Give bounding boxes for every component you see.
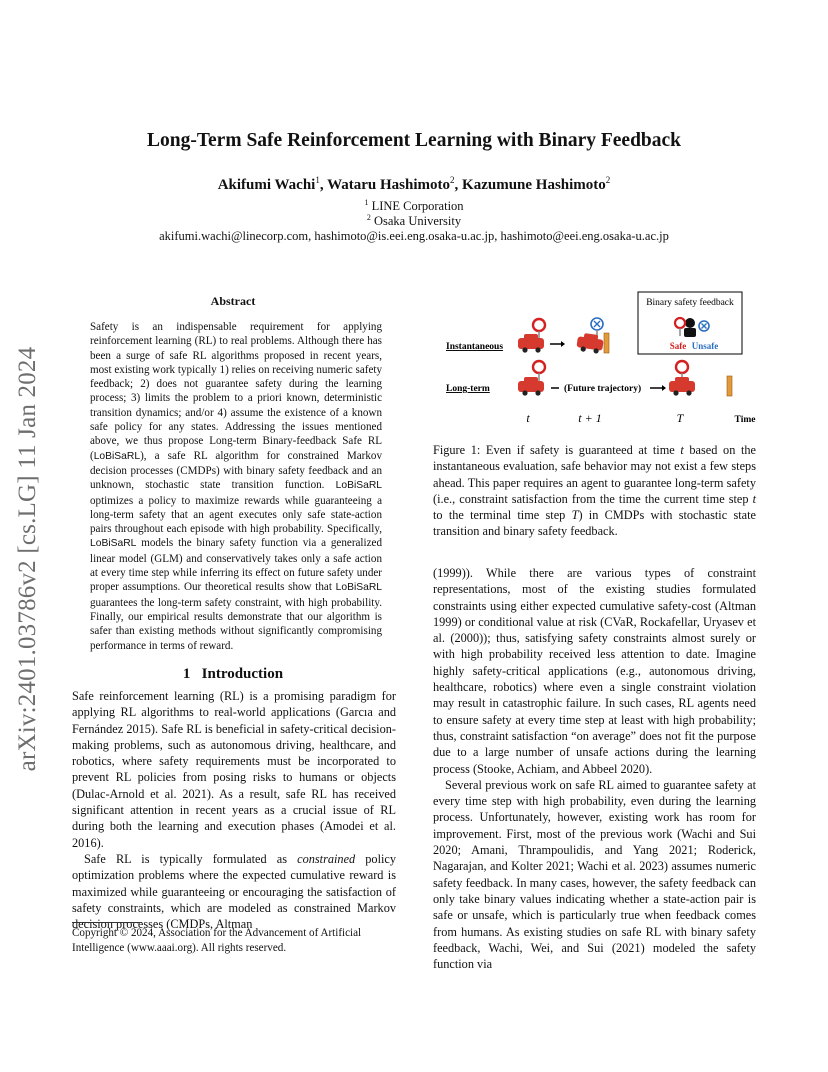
- author-name: Akifumi Wachi: [217, 177, 316, 193]
- figure-caption: Figure 1: Even if safety is guaranteed at time t based on the instantaneous evaluation, safe behavior may not exist a few steps ahead. This paper requires an agent to guarantee long-term safety (i.e., constraint satisfaction from the time the current time step t to the terminal time step T) in CMDPs with stochastic state transition and binary safety feedback.: [433, 443, 756, 539]
- intro-right-column: [433, 565, 756, 972]
- figure-1: [440, 290, 756, 430]
- barrier-icon: [604, 333, 609, 353]
- time-label-t-plus-1: t + 1: [578, 411, 602, 425]
- human-feedback-icon: [675, 318, 709, 337]
- algorithm-name: LoBiSaRL: [335, 582, 382, 594]
- car-icon: [518, 334, 544, 353]
- intro-left-column: [72, 688, 396, 932]
- arrow-right-icon: [650, 385, 666, 391]
- legend-safe-label: Safe: [669, 341, 687, 351]
- algorithm-name: LoBiSaRL: [90, 538, 137, 550]
- author-list: Akifumi Wachi$^1$, Wataru Hashimoto$^2$, Kazumune Hashimoto$^2$: [217, 175, 611, 193]
- author-affil-mark: 1: [315, 175, 320, 185]
- arxiv-identifier: [10, 312, 46, 812]
- affiliation-1: $^1$ LINE Corporation: [364, 198, 464, 214]
- time-axis-label: Time: [734, 415, 756, 425]
- paper-title: Long-Term Safe Reinforcement Learning with Binary Feedback: [146, 130, 682, 151]
- author-affil-mark: 2: [605, 175, 611, 185]
- algorithm-name: LoBiSaRL: [93, 450, 141, 462]
- copyright-footnote: Copyright © 2024, Association for the Advancement of Artificial Intelligence (www.aaai.org). All rights reserved.: [72, 927, 362, 954]
- time-label-T: T: [676, 411, 684, 425]
- footnote-rule: [72, 922, 142, 923]
- author-name: Wataru Hashimoto: [327, 177, 451, 193]
- abstract-body: Safety is an indispensable requirement for applying reinforcement learning (RL) to real problems. Although there has been a surge of safe RL algorithms proposed in recent years, most existing work typically 1) relies on receiving numeric safety feedback; 2) does not guarantee safety during the learning process; 3) limits the problem to a priori known, deterministic transition dynamics; and/or 4) assume the existence of a known safe policy for any states. Addressing the issues mentioned above, we thus propose Long-term Binary-feedback Safe RL (LoBiSaRL), a safe RL algorithm for constrained Markov decision processes (CMDPs) with binary safety feedback and an unknown, stochastic state transition function. LoBiSaRL optimizes a policy to maximize rewards while guaranteeing a long-term safety that an agent executes only safe state-action pairs throughout each episode with high probability. Specifically, LoBiSaRL models the binary safety function via a generalized linear model (GLM) and conservatively takes only a safe action at every time step while inferring its effect on future safety under proper assumptions. Our theoretical results show that LoBiSaRL guarantees the long-term safety constraint, with high probability. Finally, our empirical results demonstrate that our algorithm is safer than existing methods without significantly compromising performance in terms of reward.: [90, 321, 382, 652]
- barrier-icon: [727, 376, 732, 396]
- car-icon: [669, 377, 695, 396]
- future-trajectory-label: (Future trajectory): [564, 384, 642, 394]
- row-label-instantaneous: Instantaneous: [446, 342, 504, 352]
- arrow-right-icon: [550, 341, 565, 347]
- algorithm-name: LoBiSaRL: [335, 480, 382, 492]
- author-affil-mark: 2: [450, 175, 455, 185]
- author-name: Kazumune Hashimoto: [462, 177, 606, 193]
- paragraph: (1999)). While there are various types of constraint representations, most of the existing studies formulated constraints using either expected cumulative safety-cost (Altman 1999) or conditional value at risk (CVaR, Rockafellar, Uryasev et al. (2000)); thus, satisfying safety constraints almost surely or with high probability received less attention to date. Imagine highly safety-critical applications (e.g., autonomous driving, healthcare, robotics) where even a single constraint violation may result in catastrophic failure. In such cases, RL agents need to ensure safety at every time step at least with high probability; thus, constraint satisfaction “on average” does not fit the purpose due to a large number of unsafe actions during the learning process (Stooke, Achiam, and Abbeel 2020).: [433, 566, 756, 776]
- time-label-t: t: [526, 411, 530, 425]
- car-icon: [576, 332, 604, 354]
- abstract-heading: Abstract: [210, 294, 256, 308]
- row-label-long-term: Long-term: [446, 384, 490, 394]
- legend-unsafe-label: Unsafe: [691, 341, 719, 351]
- legend-title: Binary safety feedback: [646, 298, 734, 308]
- author-emails: akifumi.wachi@linecorp.com, hashimoto@is.eei.eng.osaka-u.ac.jp, hashimoto@eei.eng.osaka-u.ac.jp: [159, 229, 669, 243]
- car-icon: [518, 377, 544, 396]
- affiliation-2: $^2$ Osaka University: [366, 213, 462, 229]
- paragraph: Safe reinforcement learning (RL) is a promising paradigm for applying RL algorithms to real-world applications (Garcıa and Fernández 2015). Safe RL is beneficial in safety-critical decision-making problems, such as autonomous driving, healthcare, and robotics, where safety requirements must be incorporated to prevent RL policies from posing risks to humans or objects (Dulac-Arnold et al. 2021). As a result, safe RL has received significant attention in recent years as a crucial issue of RL during both the learning and execution phases (Amodei et al. 2016).: [72, 689, 396, 850]
- paragraph: Several previous work on safe RL aimed to guarantee safety at every time step with high probability, even during the learning process. Unfortunately, however, existing work has room for improvement. First, most of the previous work (Wachi and Sui 2020; Amani, Thrampoulidis, and Yang 2021; Roderick, Nagarajan, and Kolter 2021; Wachi et al. 2023) assumes numeric safety feedback. In many cases, however, the safety feedback can only take binary values indicating whether a state-action pair is safe or unsafe, which is particularly true when feedback comes from humans. As existing studies on safe RL with binary safety feedback, Wachi, Wei, and Sui (2021) modeled the safety function via: [433, 777, 756, 972]
- section-heading: 1 Introduction: [182, 666, 284, 682]
- paragraph: Safe RL is typically formulated as constrained policy optimization problems where the expected cumulative reward is maximized while guaranteeing or encouraging the satisfaction of safety constraints, which are modeled as constrained Markov decision processes (CMDPs, Altman: [72, 851, 397, 932]
- arxiv-identifier-text: arXiv:2401.03786v2 [cs.LG] 11 Jan 2024: [14, 346, 41, 772]
